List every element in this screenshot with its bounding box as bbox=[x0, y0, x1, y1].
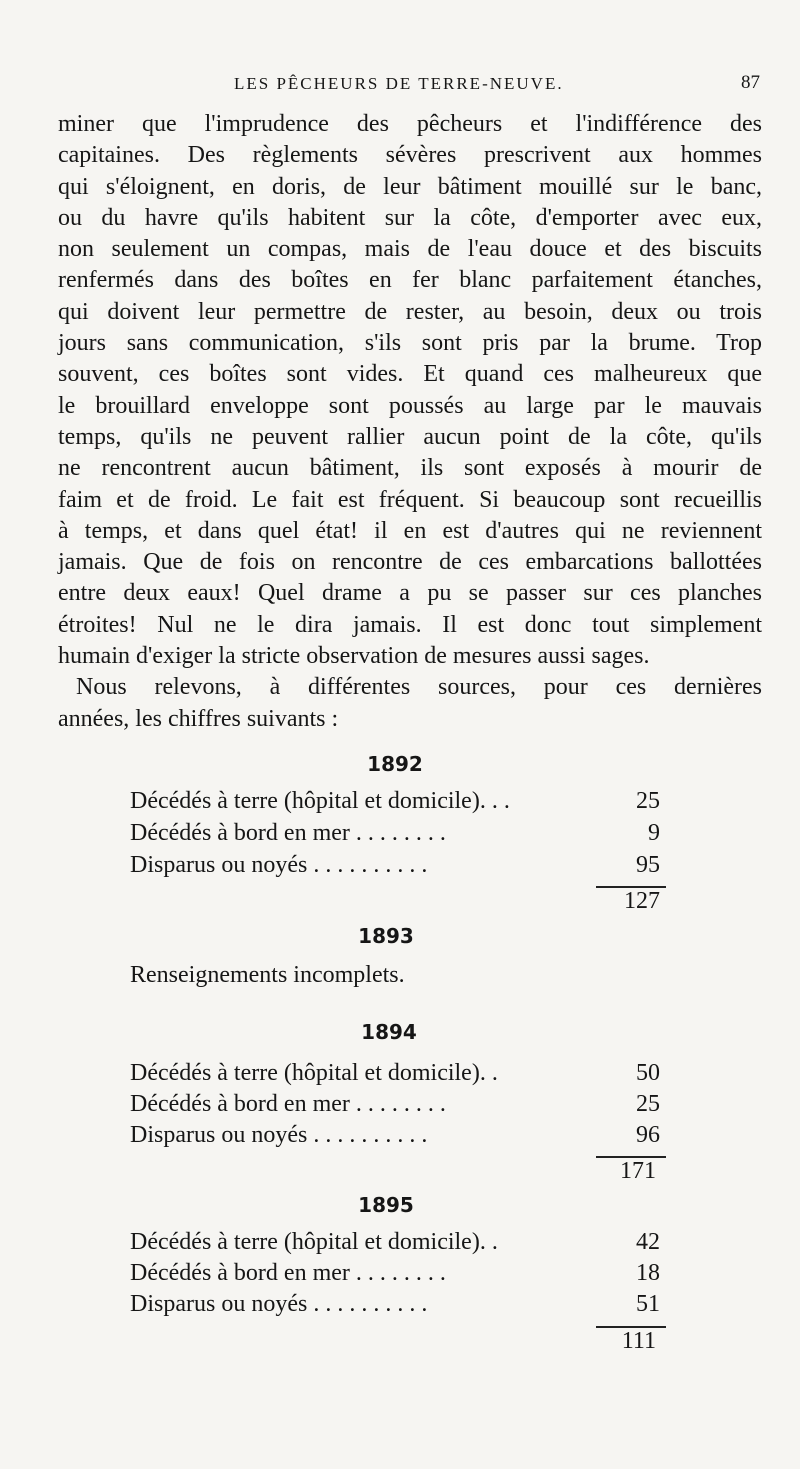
row-value: 96 bbox=[636, 1122, 660, 1148]
row-label: Disparus ou noyés . . . . . . . . . . bbox=[130, 1122, 428, 1148]
incomplete-note: Renseignements incomplets. bbox=[130, 962, 405, 988]
year-heading-1895: 1895 bbox=[358, 1193, 414, 1217]
text-line: à temps, et dans quel état! il en est d'autres qui ne reviennent bbox=[58, 517, 762, 544]
running-title: LES PÊCHEURS DE TERRE-NEUVE. bbox=[234, 74, 564, 93]
text-line: qui s'éloignent, en doris, de leur bâtiment mouillé sur le banc, bbox=[58, 173, 762, 200]
text-line: le brouillard enveloppe sont poussés au large par le mauvais bbox=[58, 392, 762, 419]
text-line: renfermés dans des boîtes en fer blanc parfaitement étanches, bbox=[58, 267, 762, 294]
total-value: 171 bbox=[620, 1158, 656, 1184]
row-value: 50 bbox=[636, 1060, 660, 1086]
text-line: faim et de froid. Le fait est fréquent. Si beaucoup sont recueillis bbox=[58, 486, 762, 513]
text-line: qui doivent leur permettre de rester, au besoin, deux ou trois bbox=[58, 298, 762, 325]
total-value: 127 bbox=[624, 888, 660, 914]
table-row bbox=[130, 1091, 660, 1121]
intro-line: années, les chiffres suivants : bbox=[58, 705, 339, 732]
year-heading-1892: 1892 bbox=[367, 752, 423, 776]
total-value: 111 bbox=[621, 1328, 656, 1354]
row-value: 95 bbox=[636, 852, 660, 878]
row-value: 51 bbox=[636, 1291, 660, 1317]
row-value: 42 bbox=[636, 1229, 660, 1255]
main-paragraph bbox=[58, 109, 762, 735]
text-line: jamais. Que de fois on rencontre de ces embarcations ballottées bbox=[58, 549, 762, 576]
year-heading-1893: 1893 bbox=[358, 924, 414, 948]
table-row bbox=[130, 820, 660, 850]
text-line: entre deux eaux! Quel drame a pu se passer sur ces planches bbox=[58, 580, 762, 607]
row-value: 18 bbox=[636, 1260, 660, 1286]
text-line: étroites! Nul ne le dira jamais. Il est donc tout simplement bbox=[58, 611, 762, 638]
text-line: humain d'exiger la stricte observation de mesures aussi sages. bbox=[58, 643, 650, 670]
row-label: Décédés à bord en mer . . . . . . . . bbox=[130, 820, 446, 846]
row-label: Décédés à terre (hôpital et domicile). . . bbox=[130, 788, 510, 814]
table-row bbox=[130, 852, 660, 882]
text-line: capitaines. Des règlements sévères prescrivent aux hommes bbox=[58, 142, 762, 169]
table-row bbox=[130, 1260, 660, 1290]
row-value: 25 bbox=[636, 1091, 660, 1117]
table-row bbox=[130, 1060, 660, 1090]
row-label: Décédés à terre (hôpital et domicile). . bbox=[130, 1060, 498, 1086]
row-value: 25 bbox=[636, 788, 660, 814]
table-row bbox=[130, 788, 660, 818]
table-row bbox=[130, 1122, 660, 1152]
page-number: 87 bbox=[741, 72, 760, 93]
row-label: Disparus ou noyés . . . . . . . . . . bbox=[130, 852, 428, 878]
intro-line: Nous relevons, à différentes sources, pour ces dernières bbox=[76, 674, 762, 701]
table-row bbox=[130, 1291, 660, 1321]
text-line: temps, qu'ils ne peuvent rallier aucun point de la côte, qu'ils bbox=[58, 423, 762, 450]
row-label: Décédés à terre (hôpital et domicile). . bbox=[130, 1229, 498, 1255]
text-line: non seulement un compas, mais de l'eau douce et des biscuits bbox=[58, 236, 762, 263]
row-label: Disparus ou noyés . . . . . . . . . . bbox=[130, 1291, 428, 1317]
text-line: jours sans communication, s'ils sont pris par la brume. Trop bbox=[58, 330, 762, 357]
row-value: 9 bbox=[648, 820, 660, 846]
table-row bbox=[130, 1229, 660, 1259]
text-line: ne rencontrent aucun bâtiment, ils sont exposés à mourir de bbox=[58, 455, 762, 482]
text-line: ou du havre qu'ils habitent sur la côte, d'emporter avec eux, bbox=[58, 204, 762, 231]
year-heading-1894: 1894 bbox=[361, 1020, 417, 1044]
text-line: miner que l'imprudence des pêcheurs et l'indifférence des bbox=[58, 111, 762, 137]
row-label: Décédés à bord en mer . . . . . . . . bbox=[130, 1260, 446, 1286]
text-line: souvent, ces boîtes sont vides. Et quand ces malheureux que bbox=[58, 361, 762, 388]
row-label: Décédés à bord en mer . . . . . . . . bbox=[130, 1091, 446, 1117]
